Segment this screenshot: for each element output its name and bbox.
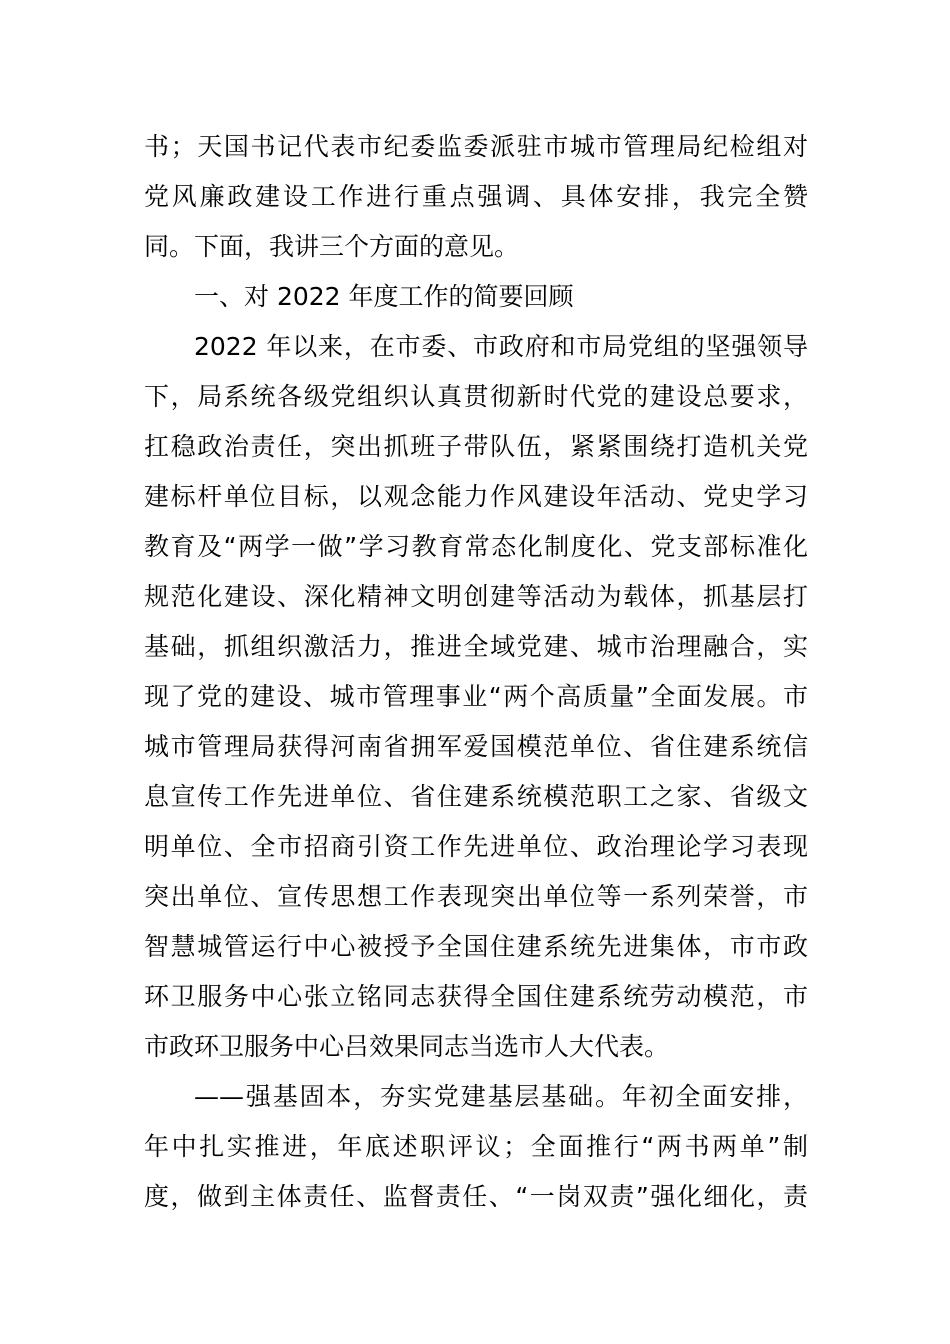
text-line: 下，局系统各级党组织认真贯彻新时代党的建设总要求， — [144, 382, 808, 411]
text-line: 书；天国书记代表市纪委监委派驻市城市管理局纪检组对 — [144, 132, 808, 161]
text-line: 度，做到主体责任、监督责任、“一岗双责”强化细化，责 — [144, 1182, 808, 1211]
text-line: 教育及“两学一做”学习教育常态化制度化、党支部标准化 — [144, 532, 808, 561]
text-line: 扛稳政治责任，突出抓班子带队伍，紧紧围绕打造机关党 — [144, 432, 808, 461]
text-line: 2022 年以来，在市委、市政府和市局党组的坚强领导 — [194, 332, 808, 361]
body-text — [144, 122, 808, 1222]
text-line: 息宣传工作先进单位、省住建系统模范职工之家、省级文 — [144, 782, 808, 811]
text-line: 市政环卫服务中心吕效果同志当选市人大代表。 — [144, 1032, 670, 1061]
text-line: 基础，抓组织激活力，推进全域党建、城市治理融合，实 — [144, 632, 808, 661]
text-line: 智慧城管运行中心被授予全国住建系统先进集体，市市政 — [144, 932, 808, 961]
text-line: 同。下面，我讲三个方面的意见。 — [144, 232, 520, 261]
text-line: 现了党的建设、城市管理事业“两个高质量”全面发展。市 — [144, 682, 808, 711]
text-line: 规范化建设、深化精神文明创建等活动为载体，抓基层打 — [144, 582, 808, 611]
text-line: 党风廉政建设工作进行重点强调、具体安排，我完全赞 — [144, 182, 808, 211]
text-line: 环卫服务中心张立铭同志获得全国住建系统劳动模范，市 — [144, 982, 808, 1011]
text-line: 突出单位、宣传思想工作表现突出单位等一系列荣誉，市 — [144, 882, 808, 911]
section-heading: 一、对 2022 年度工作的简要回顾 — [194, 282, 574, 311]
text-line: 建标杆单位目标，以观念能力作风建设年活动、党史学习 — [144, 482, 808, 511]
text-line: ——强基固本，夯实党建基层基础。年初全面安排， — [194, 1082, 808, 1111]
text-line: 城市管理局获得河南省拥军爱国模范单位、省住建系统信 — [144, 732, 808, 761]
text-line: 明单位、全市招商引资工作先进单位、政治理论学习表现 — [144, 832, 808, 861]
text-line: 年中扎实推进，年底述职评议；全面推行“两书两单”制 — [144, 1132, 808, 1161]
